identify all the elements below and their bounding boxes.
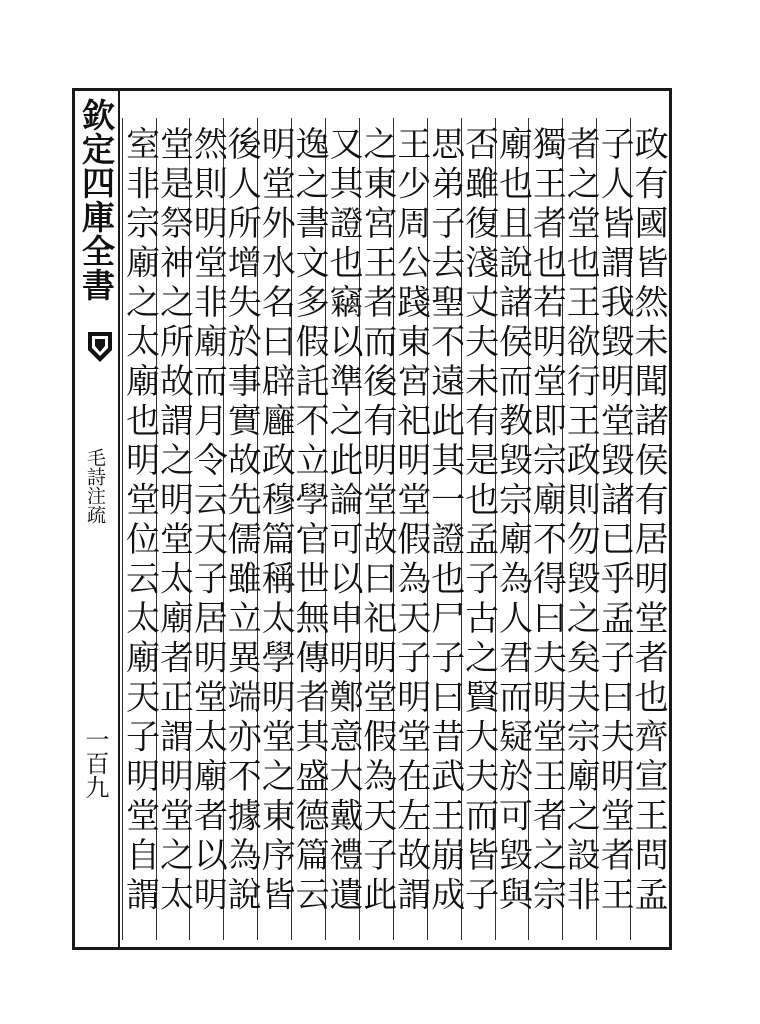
text-column (526, 118, 567, 940)
column-text: 之東宮王者而後有明堂故曰祀明堂假為天子此 (356, 126, 397, 916)
column-text: 明堂外水名曰辟廱政穆篇稱太學明堂之東序皆 (255, 126, 296, 916)
column-text: 王少周公踐東宮祀明堂假為天子明堂在左故謂 (390, 126, 431, 916)
book-subtitle: 毛詩注疏 (84, 448, 106, 524)
column-text: 子人皆謂我毀明堂毀諸已乎孟子曰夫明堂者王 (594, 126, 635, 916)
column-text: 政有國皆然未聞諸侯有居明堂者也齊宣王問孟 (628, 126, 669, 916)
column-text: 逸之書文多假託不立學官世無傳者其盛德篇云 (289, 126, 330, 916)
text-column (560, 118, 601, 940)
text-column (458, 118, 499, 940)
column-text: 否雖復淺丈夫未有是也孟子古之賢大夫而皆子 (458, 126, 499, 916)
text-column (153, 118, 194, 940)
text-column (323, 118, 363, 940)
collection-title: 欽定四庫全書 (77, 98, 116, 302)
text-column (390, 118, 431, 940)
text-column (221, 118, 262, 940)
text-column (187, 118, 228, 940)
text-column (492, 118, 533, 940)
fishtail-mark-icon (86, 330, 114, 364)
page-number: 一百九 (81, 727, 109, 799)
text-column (424, 118, 465, 940)
column-text: 又其證也竊以準之此論可以申明鄭意大戴禮遺 (323, 126, 363, 916)
column-text: 廟也且說諸侯而教毀宗廟為人君而疑於可毀與 (492, 126, 533, 916)
text-column (289, 118, 330, 940)
column-text: 然則明堂非廟而月令云天子居明堂太廟者以明 (187, 126, 228, 916)
column-text: 堂是祭神之所故謂之明堂太廟者正謂明堂之太 (153, 126, 194, 916)
column-text: 思弟子去聖不遠此其一證也尸子曰昔武王崩成 (424, 126, 465, 916)
text-column (255, 118, 296, 940)
column-text: 獨王者也若明堂即宗廟不得曰夫明堂王者之宗 (526, 126, 567, 916)
text-column (628, 118, 669, 940)
text-column (119, 118, 160, 940)
column-text: 室非宗廟之太廟也明堂位云太廟天子明堂自謂 (119, 126, 160, 916)
text-column (356, 118, 397, 940)
column-text: 後人所增失於事實故先儒雖立異端亦不據為說 (221, 126, 262, 916)
text-column (594, 118, 635, 940)
column-text: 者之堂也王欲行王政則勿毀之矣夫宗廟之設非 (560, 126, 601, 916)
